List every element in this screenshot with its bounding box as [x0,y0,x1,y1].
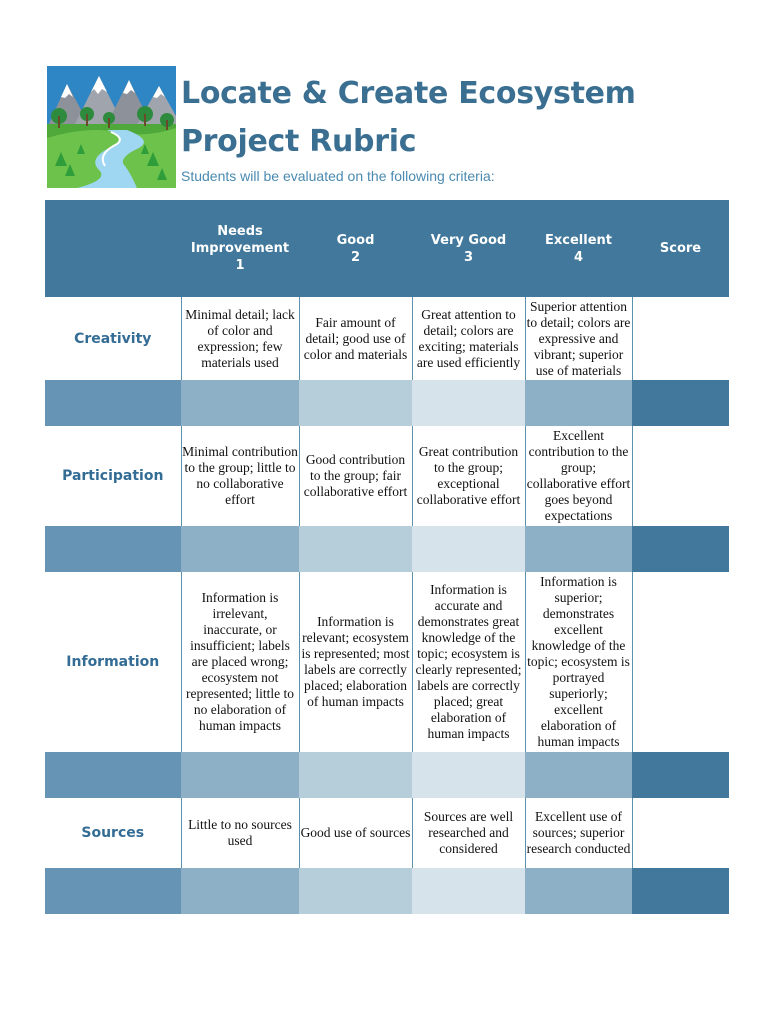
table-row [45,426,729,526]
divider-band [45,752,729,798]
rubric-cell: Good use of sources [299,798,412,868]
rubric-cell: Fair amount of detail; good use of color and materials [299,297,412,380]
rubric-cell: Information is irrelevant, inaccurate, or insufficient; labels are placed wrong; ecosystem not represented; little to no elaboration of human impacts [181,572,299,752]
header-score: Score [632,200,729,297]
rubric-cell: Little to no sources used [181,798,299,868]
rubric-cell: Minimal detail; lack of color and expression; few materials used [181,297,299,380]
rubric-cell: Great attention to detail; colors are exciting; materials are used efficiently [412,297,525,380]
rubric-cell: Information is accurate and demonstrates great knowledge of the topic; ecosystem is clearly represented; labels are correctly placed; great elaboration of human impacts [412,572,525,752]
page-title: Locate & Create Ecosystem Project Rubric [181,76,636,159]
divider-band [45,526,729,572]
header-criteria-cell [45,200,181,297]
criterion-creativity: Creativity [45,297,181,380]
score-cell[interactable] [632,798,729,868]
rubric-cell: Information is superior; demonstrates excellent knowledge of the topic; ecosystem is portrayed superiorly; excellent elaboration of human impacts [525,572,632,752]
criterion-information: Information [45,572,181,752]
table-row [45,297,729,380]
header-level-very-good: Very Good 3 [412,200,525,297]
rubric-cell: Excellent use of sources; superior research conducted [525,798,632,868]
divider-band [45,380,729,426]
divider-band [45,868,729,914]
rubric-cell: Great contribution to the group; exceptional collaborative effort [412,426,525,526]
rubric-cell: Superior attention to detail; colors are expressive and vibrant; superior use of materials [525,297,632,380]
rubric-cell: Minimal contribution to the group; little to no collaborative effort [181,426,299,526]
header-level-excellent: Excellent 4 [525,200,632,297]
score-cell[interactable] [632,297,729,380]
page-subtitle: Students will be evaluated on the following criteria: [181,168,495,184]
header-level-good: Good 2 [299,200,412,297]
rubric-cell: Sources are well researched and considered [412,798,525,868]
table-row [45,798,729,868]
criterion-sources: Sources [45,798,181,868]
criterion-participation: Participation [45,426,181,526]
header-level-needs-improvement: Needs Improvement 1 [181,200,299,297]
score-cell[interactable] [632,426,729,526]
mountain-river-landscape-icon [47,66,176,188]
score-cell[interactable] [632,572,729,752]
rubric-cell: Information is relevant; ecosystem is represented; most labels are correctly placed; elaboration of human impacts [299,572,412,752]
table-row [45,572,729,752]
rubric-cell: Excellent contribution to the group; collaborative effort goes beyond expectations [525,426,632,526]
header-row [45,200,729,297]
rubric-cell: Good contribution to the group; fair collaborative effort [299,426,412,526]
rubric-table [45,200,729,914]
